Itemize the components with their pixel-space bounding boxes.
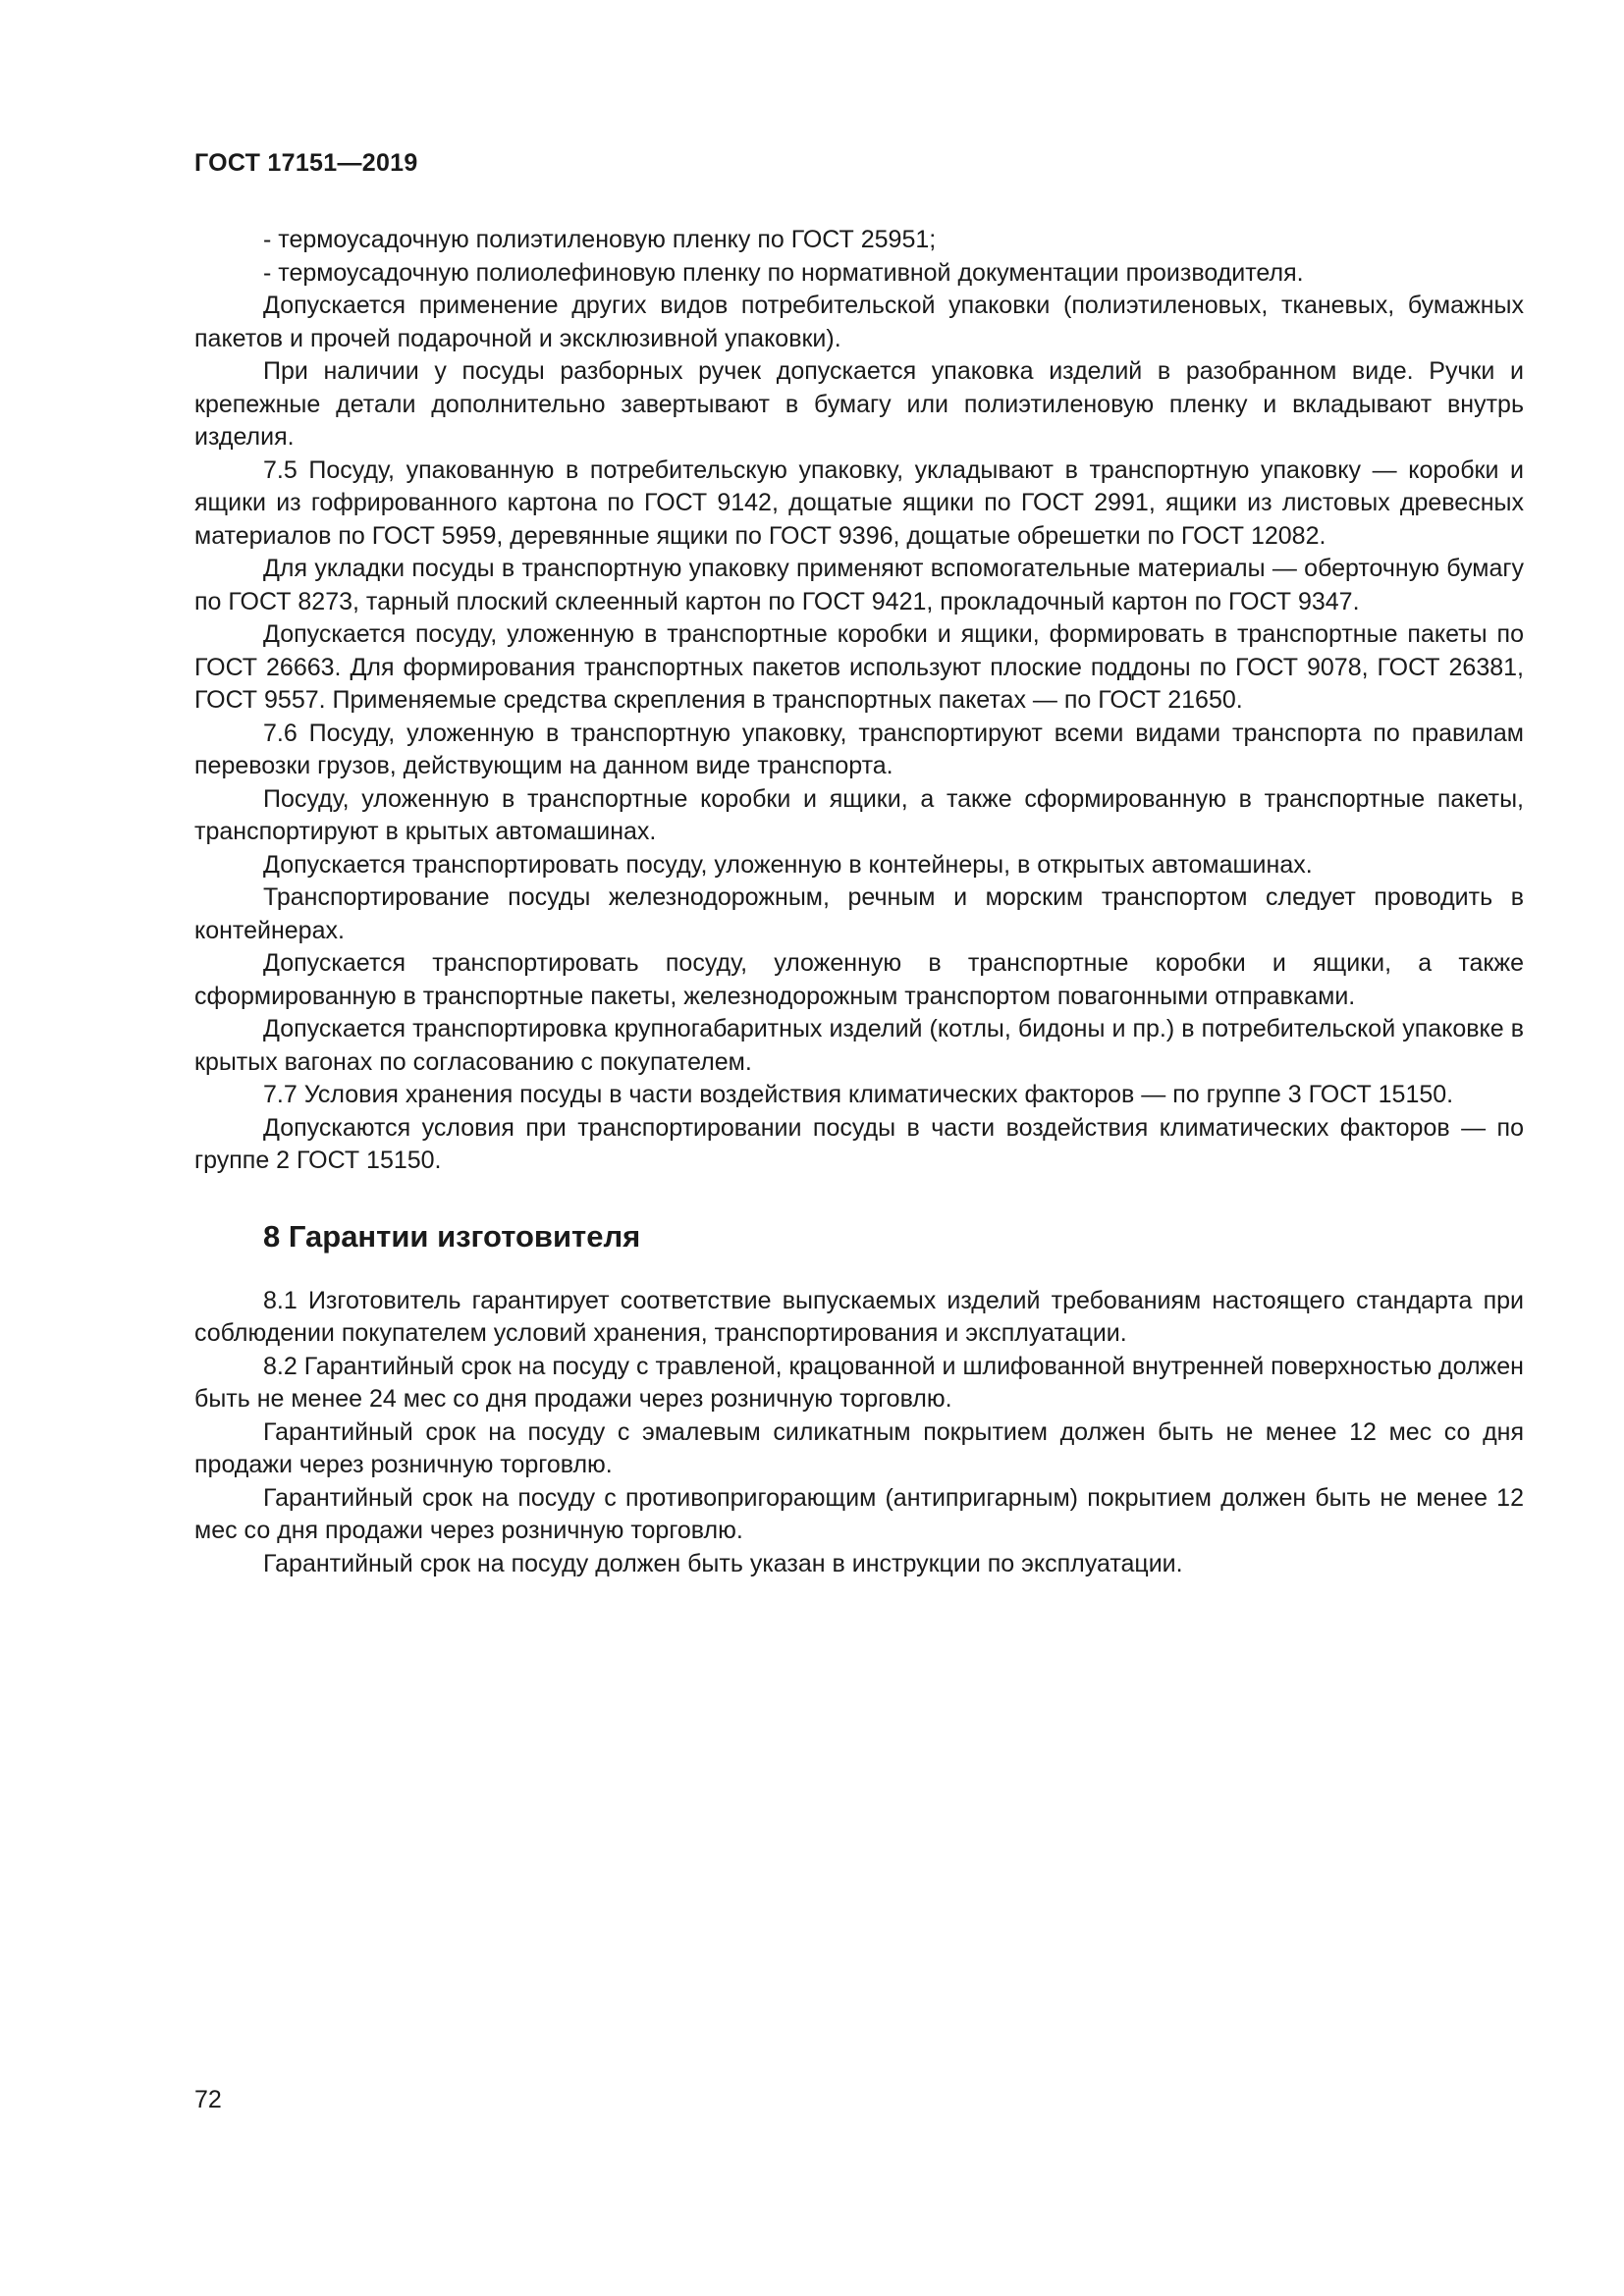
paragraph: Допускается транспортировать посуду, уложенную в контейнеры, в открытых автомашинах. bbox=[263, 850, 1313, 879]
paragraph: Транспортирование посуды железнодорожным, речным и морским транспортом следует проводить в контейнерах. bbox=[194, 883, 1524, 944]
document-body bbox=[194, 224, 1524, 1580]
paragraph: Для укладки посуды в транспортную упаковку применяют вспомогательные материалы — оберточную бумагу по ГОСТ 8273, тарный плоский склеенный картон по ГОСТ 9421, прокладочный картон по ГОСТ 9347. bbox=[194, 555, 1524, 615]
document-header: ГОСТ 17151—2019 bbox=[194, 149, 418, 177]
paragraph: При наличии у посуды разборных ручек допускается упаковка изделий в разобранном виде. Ручки и крепежные детали дополнительно завертывают в бумагу или полиэтиленовую пленку и вкладывают внутрь изделия. bbox=[194, 357, 1524, 451]
clause-8-1: 8.1 Изготовитель гарантирует соответствие выпускаемых изделий требованиям настоящего стандарта при соблюдении покупателем условий хранения, транспортирования и эксплуатации. bbox=[194, 1286, 1524, 1347]
paragraph: Гарантийный срок на посуду с эмалевым силикатным покрытием должен быть не менее 12 мес со дня продажи через розничную торговлю. bbox=[194, 1417, 1524, 1478]
paragraph: Допускается применение других видов потребительской упаковки (полиэтиленовых, тканевых, бумажных пакетов и прочей подарочной и эксклюзивной упаковки). bbox=[194, 292, 1524, 352]
paragraph: Допускается транспортировать посуду, уложенную в транспортные коробки и ящики, а также сформированную в транспортные пакеты, железнодорожным транспортом повагонными отправками. bbox=[194, 949, 1524, 1010]
clause-7-7: 7.7 Условия хранения посуды в части воздействия климатических факторов — по группе 3 ГОСТ 15150. bbox=[263, 1081, 1454, 1108]
page-number: 72 bbox=[194, 2086, 222, 2113]
paragraph: Гарантийный срок на посуду должен быть указан в инструкции по эксплуатации. bbox=[263, 1549, 1183, 1577]
clause-7-5: 7.5 Посуду, упакованную в потребительскую упаковку, укладывают в транспортную упаковку — коробки и ящики из гофрированного картона по ГОСТ 9142, дощатые ящики по ГОСТ 2991, ящики из листовых древесных материалов по ГОСТ 5959, деревянные ящики по ГОСТ 9396, дощатые обрешетки по ГОСТ 12082. bbox=[194, 455, 1524, 550]
list-item: - термоусадочную полиэтиленовую пленку по ГОСТ 25951; bbox=[263, 226, 937, 253]
paragraph: Допускаются условия при транспортировании посуды в части воздействия климатических факторов — по группе 2 ГОСТ 15150. bbox=[194, 1113, 1524, 1174]
paragraph: Посуду, уложенную в транспортные коробки и ящики, а также сформированную в транспортные пакеты, транспортируют в крытых автомашинах. bbox=[194, 784, 1524, 845]
clause-8-2: 8.2 Гарантийный срок на посуду с травленой, крацованной и шлифованной внутренней поверхностью должен быть не менее 24 мес со дня продажи через розничную торговлю. bbox=[194, 1352, 1524, 1413]
paragraph: Допускается посуду, уложенную в транспортные коробки и ящики, формировать в транспортные пакеты по ГОСТ 26663. Для формирования транспортных пакетов используют плоские поддоны по ГОСТ 9078, ГОСТ 26381, ГОСТ 9557. Применяемые средства скрепления в транспортных пакетах — по ГОСТ 21650. bbox=[194, 620, 1524, 714]
list-item: - термоусадочную полиолефиновую пленку по нормативной документации производителя. bbox=[263, 258, 1304, 287]
section-heading: 8 Гарантии изготовителя bbox=[263, 1218, 641, 1254]
paragraph: Гарантийный срок на посуду с противопригорающим (антипригарным) покрытием должен быть не менее 12 мес со дня продажи через розничную торговлю. bbox=[194, 1483, 1524, 1544]
clause-7-6: 7.6 Посуду, уложенную в транспортную упаковку, транспортируют всеми видами транспорта по правилам перевозки грузов, действующим на данном виде транспорта. bbox=[194, 719, 1524, 779]
paragraph: Допускается транспортировка крупногабаритных изделий (котлы, бидоны и пр.) в потребительской упаковке в крытых вагонах по согласованию с покупателем. bbox=[194, 1015, 1524, 1076]
